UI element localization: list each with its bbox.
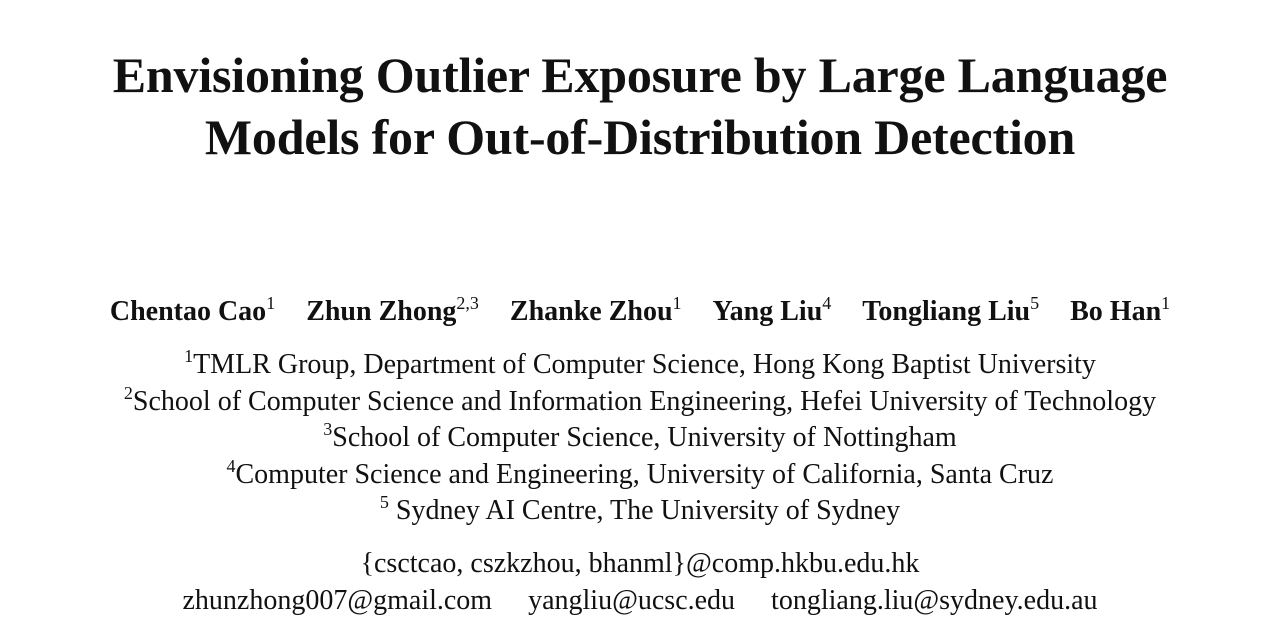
- email-line-1: [0, 545, 1280, 582]
- email-line-2: [0, 582, 1280, 619]
- email-yang-liu: yangliu@ucsc.edu: [528, 585, 736, 616]
- affiliation-marker: 2: [123, 382, 133, 403]
- author-name: Tongliang Liu: [862, 296, 1031, 327]
- email-list: [0, 545, 1280, 619]
- affiliation-text: School of Computer Science, University of Nottingham: [332, 422, 957, 453]
- email-group-hkbu: {csctcao, cszkzhou, bhanml}@comp.hkbu.edu.hk: [360, 548, 920, 579]
- affiliation-marker: 1: [184, 346, 194, 366]
- affiliation-marker: 3: [323, 419, 333, 439]
- author-affiliation-marker: 2,3: [456, 293, 479, 313]
- author-yang-liu: [713, 292, 832, 332]
- author-affiliation-marker: 1: [672, 293, 682, 313]
- author-affiliation-marker: 1: [266, 293, 276, 313]
- affiliation-marker: 4: [226, 455, 236, 476]
- email-zhun-zhong: zhunzhong007@gmail.com: [182, 585, 493, 616]
- affiliation-2: [0, 384, 1280, 421]
- author-zhanke-zhou: [510, 292, 682, 332]
- paper-title-line-2: Models for Out-of-Distribution Detection: [204, 109, 1076, 165]
- author-chentao-cao: [110, 292, 275, 332]
- affiliation-text: TMLR Group, Department of Computer Science, Hong Kong Baptist University: [193, 349, 1096, 380]
- author-bo-han: [1070, 292, 1170, 332]
- affiliation-5: [0, 493, 1280, 530]
- affiliation-marker: 5: [379, 492, 389, 512]
- affiliation-text: Sydney AI Centre, The University of Sydney: [388, 495, 901, 526]
- author-name: Yang Liu: [712, 296, 823, 327]
- affiliation-text: Computer Science and Engineering, University of California, Santa Cruz: [235, 458, 1054, 490]
- author-name: Zhanke Zhou: [509, 296, 673, 327]
- author-zhun-zhong: [306, 292, 479, 332]
- affiliation-4: [0, 457, 1280, 494]
- paper-title-line-1: Envisioning Outlier Exposure by Large Language: [112, 47, 1168, 103]
- email-tongliang-liu: tongliang.liu@sydney.edu.au: [771, 585, 1098, 616]
- affiliation-1: [0, 347, 1280, 384]
- affiliation-text: School of Computer Science and Information Engineering, Hefei University of Technology: [132, 385, 1157, 417]
- author-name: Bo Han: [1070, 296, 1162, 327]
- author-list: [0, 292, 1280, 332]
- author-affiliation-marker: 1: [1161, 293, 1171, 313]
- affiliation-3: [0, 420, 1280, 457]
- author-affiliation-marker: 5: [1030, 293, 1040, 313]
- affiliation-list: [0, 347, 1280, 530]
- author-name: Chentao Cao: [109, 296, 267, 327]
- author-affiliation-marker: 4: [822, 293, 832, 313]
- author-tongliang-liu: [862, 292, 1039, 332]
- author-name: Zhun Zhong: [306, 296, 457, 327]
